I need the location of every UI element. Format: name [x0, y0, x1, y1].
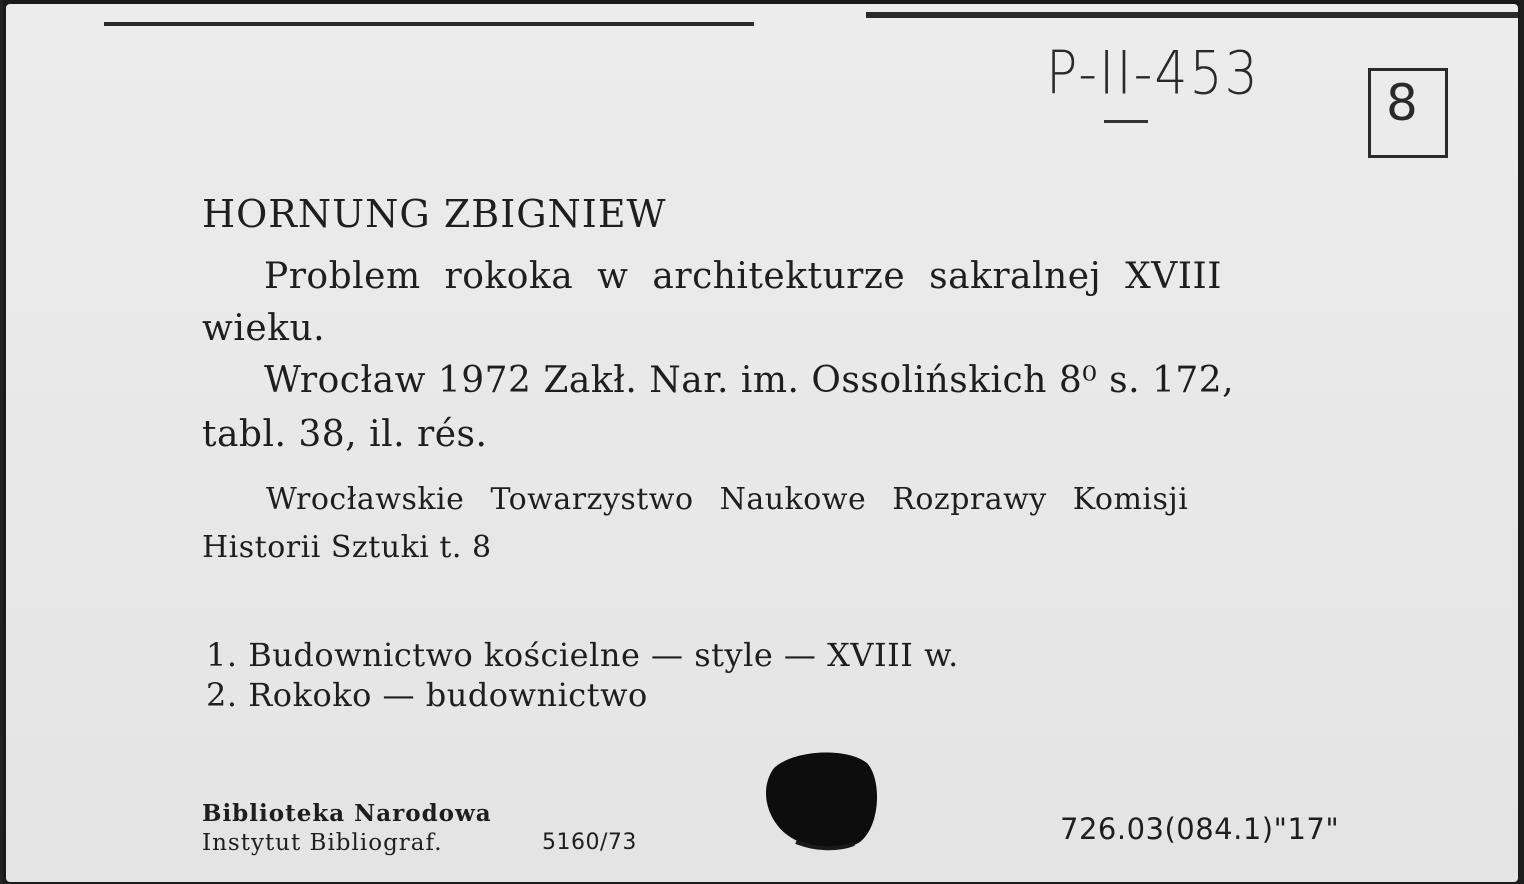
series-line-1: Wrocławskie Towarzystwo Naukowe Rozprawy Komisji — [266, 482, 1189, 517]
imprint-line-2: tabl. 38, il. rés. — [202, 414, 488, 455]
title-line-1: Problem rokoka w architekturze sakralnej XVIII — [264, 256, 1222, 297]
catalog-card — [6, 4, 1518, 882]
udc-classification: 726.03(084.1)"17" — [1060, 812, 1340, 846]
bracket-note: 8 — [1386, 74, 1418, 132]
series-line-2: Historii Sztuki t. 8 — [202, 530, 492, 565]
handwritten-shelfmark: P-II-453 — [1046, 39, 1260, 109]
top-rule-left — [104, 22, 754, 26]
imprint-line-1: Wrocław 1972 Zakł. Nar. im. Ossolińskich 8⁰ s. 172, — [264, 360, 1235, 401]
title-line-2: wieku. — [202, 308, 326, 349]
card-left-edge — [0, 0, 3, 884]
card-right-edge — [1519, 0, 1524, 884]
card-number: 5160/73 — [542, 830, 637, 855]
ink-blot-stamp — [756, 746, 886, 860]
institute-name: Instytut Bibliograf. — [202, 830, 443, 856]
subject-heading-1: 1. Budownictwo kościelne — style — XVIII w. — [206, 636, 959, 674]
author-heading: HORNUNG ZBIGNIEW — [202, 192, 667, 236]
library-name: Biblioteka Narodowa — [202, 800, 492, 827]
shelfmark-underline — [1104, 120, 1148, 123]
top-rule-right — [866, 12, 1518, 18]
subject-heading-2: 2. Rokoko — budownictwo — [206, 676, 648, 714]
